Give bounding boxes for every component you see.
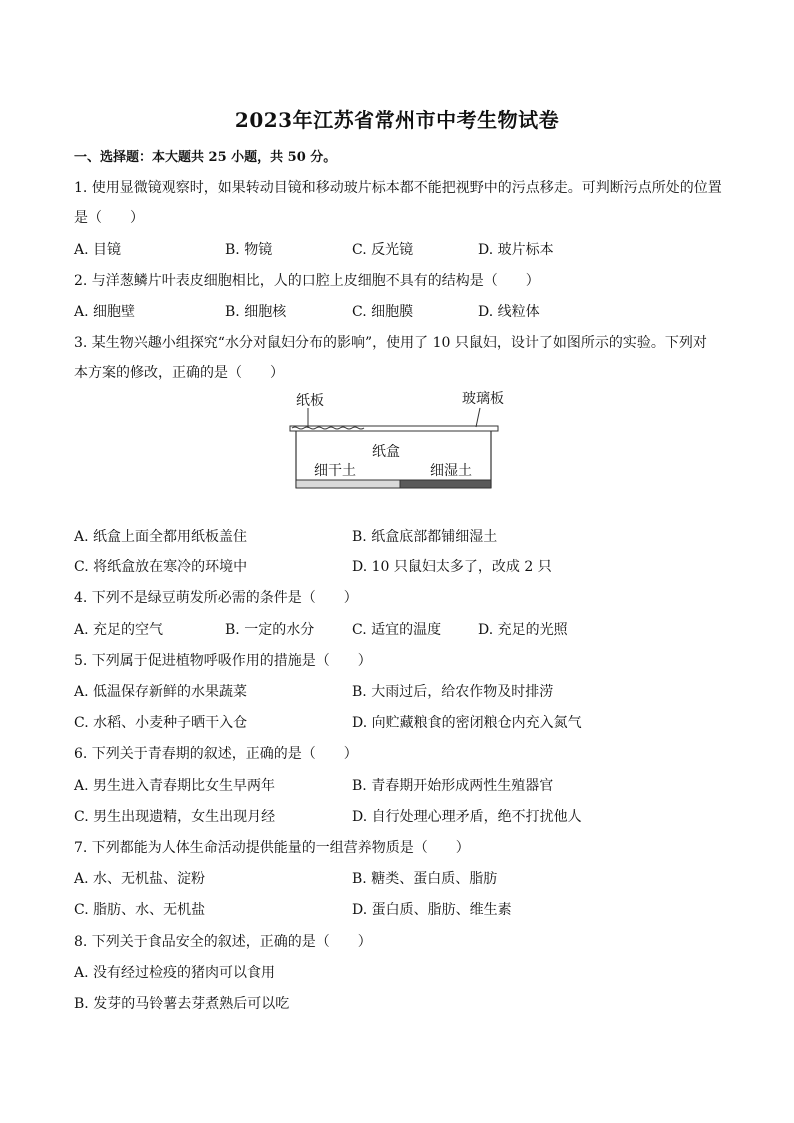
question-7-stem: 7. 下列都能为人体生命活动提供能量的一组营养物质是（ ）	[74, 840, 470, 856]
question-4-option-b: B. 一定的水分	[225, 622, 315, 638]
label-glass-board: 玻璃板	[462, 391, 504, 407]
label-paper-board: 纸板	[296, 393, 324, 409]
question-2-option-c: C. 细胞膜	[352, 304, 414, 320]
page-title: 2023年江苏省常州市中考生物试卷	[234, 108, 560, 132]
question-3-stem-line1: 3. 某生物兴趣小组探究“水分对鼠妇分布的影响”，使用了 10 只鼠妇，设计了如图所示的实验。下列对	[74, 335, 707, 351]
question-3-option-b: B. 纸盒底部都铺细湿土	[352, 529, 498, 545]
question-5-option-d: D. 向贮藏粮食的密闭粮仓内充入氮气	[352, 715, 582, 731]
question-5-option-a: A. 低温保存新鲜的水果蔬菜	[74, 684, 248, 700]
question-7-option-c: C. 脂肪、水、无机盐	[74, 902, 206, 918]
cover-plate	[290, 426, 498, 431]
question-4-stem: 4. 下列不是绿豆萌发所必需的条件是（ ）	[74, 590, 358, 606]
question-2-stem: 2. 与洋葱鳞片叶表皮细胞相比，人的口腔上皮细胞不具有的结构是（ ）	[74, 273, 540, 289]
label-dry-soil: 细干土	[314, 463, 356, 479]
question-1-stem-line2: 是（ ）	[74, 210, 144, 226]
question-3-option-c: C. 将纸盒放在寒冷的环境中	[74, 559, 248, 575]
question-1-option-b: B. 物镜	[225, 242, 273, 258]
wet-soil-layer	[400, 480, 491, 488]
question-5-option-c: C. 水稻、小麦种子晒干入仓	[74, 715, 248, 731]
question-1-option-d: D. 玻片标本	[478, 242, 554, 258]
question-6-option-c: C. 男生出现遗精，女生出现月经	[74, 809, 276, 825]
question-6-option-d: D. 自行处理心理矛盾，绝不打扰他人	[352, 809, 582, 825]
question-5-option-b: B. 大雨过后，给农作物及时排涝	[352, 684, 554, 700]
question-7-option-d: D. 蛋白质、脂肪、维生素	[352, 902, 512, 918]
glass-pointer-line	[476, 408, 480, 427]
question-3-option-a: A. 纸盒上面全都用纸板盖住	[74, 529, 248, 545]
question-8-option-a: A. 没有经过检疫的猪肉可以食用	[74, 965, 276, 981]
section-heading: 一、选择题：本大题共 25 小题，共 50 分。	[74, 150, 337, 165]
question-2-option-d: D. 线粒体	[478, 304, 540, 320]
question-3-option-d: D. 10 只鼠妇太多了，改成 2 只	[352, 559, 552, 575]
label-wet-soil: 细湿土	[430, 463, 472, 479]
question-4-option-d: D. 充足的光照	[478, 622, 568, 638]
question-8-option-b: B. 发芽的马铃薯去芽煮熟后可以吃	[74, 996, 290, 1012]
question-4-option-c: C. 适宜的温度	[352, 622, 442, 638]
question-6-option-a: A. 男生进入青春期比女生早两年	[74, 778, 276, 794]
question-6-option-b: B. 青春期开始形成两性生殖器官	[352, 778, 554, 794]
question-7-option-b: B. 糖类、蛋白质、脂肪	[352, 871, 498, 887]
question-4-option-a: A. 充足的空气	[74, 622, 164, 638]
question-1-option-c: C. 反光镜	[352, 242, 414, 258]
question-1-stem-line1: 1. 使用显微镜观察时，如果转动目镜和移动玻片标本都不能把视野中的污点移走。可判断污点所处的位置	[74, 180, 722, 196]
question-1-option-a: A. 目镜	[74, 242, 122, 258]
question-6-stem: 6. 下列关于青春期的叙述，正确的是（ ）	[74, 746, 358, 762]
question-7-option-a: A. 水、无机盐、淀粉	[74, 871, 206, 887]
question-5-stem: 5. 下列属于促进植物呼吸作用的措施是（ ）	[74, 653, 372, 669]
question-2-option-a: A. 细胞壁	[74, 304, 136, 320]
experiment-diagram	[282, 386, 512, 496]
question-2-option-b: B. 细胞核	[225, 304, 287, 320]
label-paper-box: 纸盒	[372, 444, 400, 460]
dry-soil-layer	[296, 480, 400, 488]
question-3-stem-line2: 本方案的修改，正确的是（ ）	[74, 365, 284, 381]
question-8-stem: 8. 下列关于食品安全的叙述，正确的是（ ）	[74, 934, 372, 950]
